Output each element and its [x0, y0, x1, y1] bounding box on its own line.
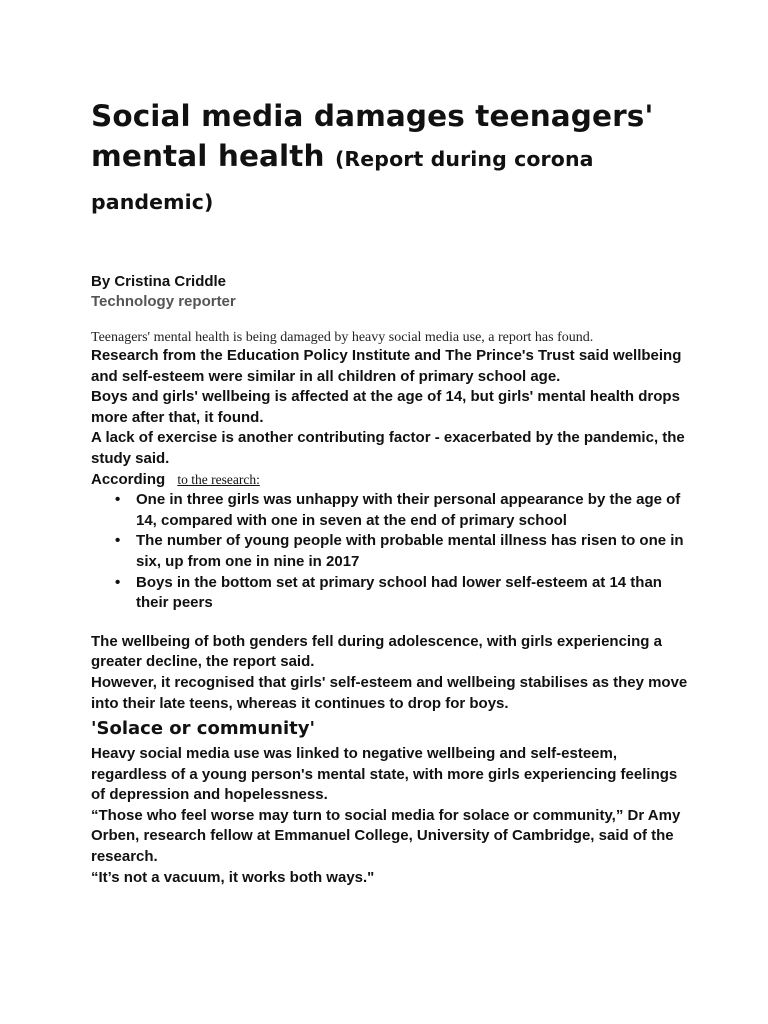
bullet-icon: • [115, 573, 121, 591]
body-paragraph: Research from the Education Policy Institute and The Prince's Trust said wellbeing and self-esteem were similar in all children of primary school age. [91, 347, 682, 385]
document-page [91, 96, 691, 888]
list-item [115, 531, 691, 572]
list-item-text: Boys in the bottom set at primary school had lower self-esteem at 14 than their peers [136, 573, 662, 612]
title-main: Social media damages teenagers' mental health [91, 99, 654, 173]
body-paragraph: A lack of exercise is another contributing factor - exacerbated by the pandemic, the study said. [91, 429, 685, 467]
body-paragraph: Boys and girls' wellbeing is affected at the age of 14, but girls' mental health drops more after that, it found. [91, 388, 680, 426]
author-byline: By Cristina Criddle [91, 273, 227, 290]
list-item [115, 573, 691, 614]
title-suffix: (Report during corona pandemic) [91, 147, 594, 214]
list-item [115, 490, 691, 531]
body-paragraph: The wellbeing of both genders fell during adolescence, with girls experiencing a greater decline, the report said. [91, 632, 662, 671]
according-lead: According [91, 470, 166, 488]
body-paragraph: However, it recognised that girls' self-esteem and wellbeing stabilises as they move into their late teens, whereas it continues to drop for boys. [91, 673, 688, 712]
quote-paragraph: “It’s not a vacuum, it works both ways." [91, 868, 375, 886]
author-role: Technology reporter [91, 293, 236, 310]
according-line [91, 470, 691, 491]
section-subheading: 'Solace or community' [91, 718, 316, 740]
research-link[interactable]: to the research: [177, 471, 260, 487]
findings-list [91, 490, 691, 614]
bullet-icon: • [115, 532, 121, 550]
body-paragraph: Heavy social media use was linked to negative wellbeing and self-esteem, regardless of a young person's mental state, with more girls experiencing feelings of depression and hopelessness. [91, 745, 678, 804]
spacer [91, 614, 691, 632]
article-title [91, 96, 691, 222]
quote-paragraph: “Those who feel worse may turn to social media for solace or community,” Dr Amy Orben, research fellow at Emmanuel College, University of Cambridge, said of the research. [91, 806, 681, 866]
list-item-text: One in three girls was unhappy with their personal appearance by the age of 14, compared with one in seven at the end of primary school [136, 491, 681, 529]
bullet-icon: • [115, 491, 121, 509]
list-item-text: The number of young people with probable mental illness has risen to one in six, up from one in nine in 2017 [136, 532, 684, 570]
lede-paragraph: Teenagers' mental health is being damaged by heavy social media use, a report has found. [91, 330, 594, 345]
